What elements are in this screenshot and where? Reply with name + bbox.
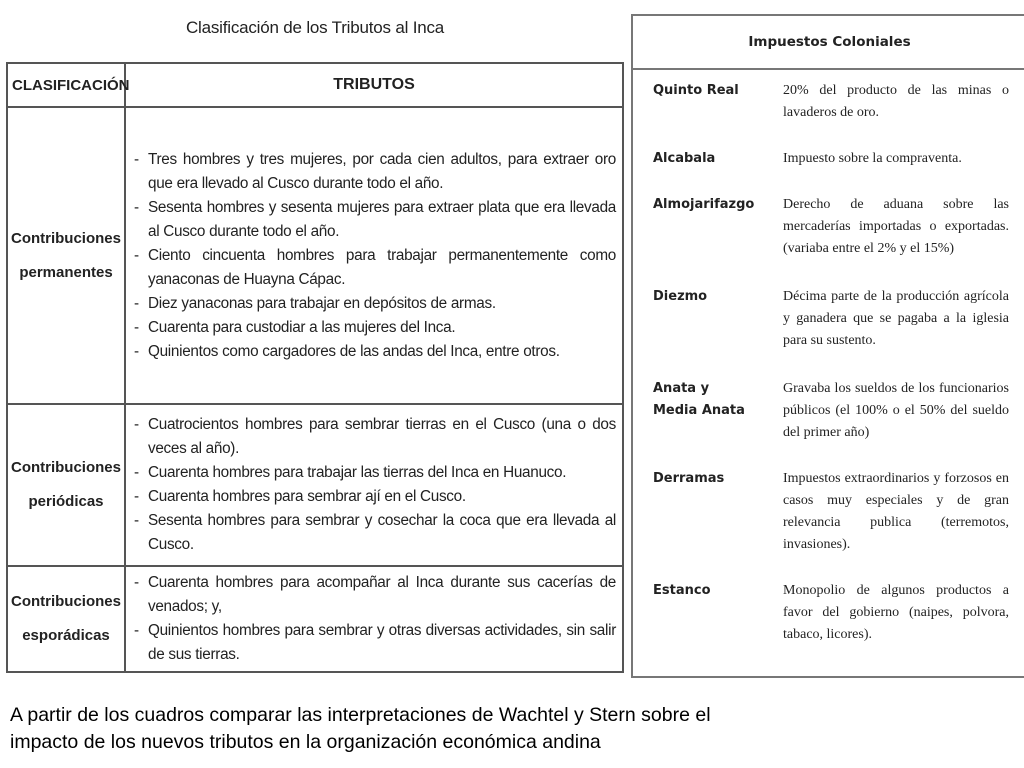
tax-description: Impuestos extraordinarios y forzosos en casos muy especiales y de gran relevancia publica (terremotos, invasiones).	[783, 471, 1009, 552]
tributes-cell	[125, 107, 623, 404]
list-item: - Diez yanaconas para trabajar en depósitos de armas.	[132, 292, 616, 316]
tax-name: Quinto Real	[653, 83, 739, 98]
table-row-esporadicas	[7, 566, 623, 672]
table-row-periodicas	[7, 404, 623, 566]
inca-tributes-title: Clasificación de los Tributos al Inca	[185, 18, 445, 37]
header-classification: CLASIFICACIÓN	[7, 63, 125, 107]
tax-name: Alcabala	[653, 151, 716, 166]
tributes-list	[126, 144, 622, 368]
inca-tributes-table	[6, 62, 624, 673]
list-item: - Quinientos hombres para sembrar y otras diversas actividades, sin salir de sus tierras.	[132, 619, 616, 667]
category-permanentes	[7, 107, 125, 404]
tax-description: Impuesto sobre la compraventa.	[783, 151, 962, 166]
tax-name: Almojarifazgo	[653, 197, 755, 212]
tax-description: 20% del producto de las minas o lavaderos de oro.	[783, 83, 1009, 120]
list-item: - Tres hombres y tres mujeres, por cada cien adultos, para extraer oro que era llevado al Cusco durante todo el año.	[132, 148, 616, 196]
list-item: - Quinientos como cargadores de las andas del Inca, entre otros.	[132, 340, 616, 364]
category-line: permanentes	[19, 263, 113, 281]
tax-name-line: Media Anata	[653, 403, 745, 418]
table-row-permanentes	[7, 107, 623, 404]
caption-line: impacto de los nuevos tributos en la organización económica andina	[10, 731, 601, 753]
caption-line: A partir de los cuadros comparar las interpretaciones de Wachtel y Stern sobre el	[10, 704, 711, 726]
tax-description: Gravaba los sueldos de los funcionarios públicos (el 100% o el 50% del sueldo del primer año)	[783, 381, 1009, 440]
category-line: Contribuciones	[10, 593, 121, 610]
category-line: esporádicas	[22, 627, 110, 644]
list-item: - Cuarenta hombres para sembrar ají en el Cusco.	[132, 485, 616, 509]
tax-name: Diezmo	[653, 289, 708, 304]
tributes-list	[126, 409, 622, 561]
list-item: - Ciento cincuenta hombres para trabajar permanentemente como yanaconas de Huayna Cápac.	[132, 244, 616, 292]
list-item: - Cuarenta hombres para trabajar las tierras del Inca en Huanuco.	[132, 461, 616, 485]
colonial-taxes-title: Impuestos Coloniales	[633, 16, 1024, 70]
tributes-list	[126, 567, 622, 671]
category-line: Contribuciones	[10, 229, 121, 247]
list-item: - Cuatrocientos hombres para sembrar tierras en el Cusco (una o dos veces al año).	[132, 413, 616, 461]
inca-tributes-section	[6, 0, 624, 672]
list-item: - Sesenta hombres y sesenta mujeres para extraer plata que era llevada al Cusco durante todo el año.	[132, 196, 616, 244]
colonial-taxes-table	[631, 14, 1024, 678]
tributes-cell	[125, 566, 623, 672]
table-header-row	[7, 63, 623, 107]
tax-name	[653, 378, 773, 422]
tax-description: Décima parte de la producción agrícola y ganadera que se pagaba a la iglesia para su sustento.	[783, 289, 1009, 348]
category-esporadicas	[7, 566, 125, 672]
category-line: Contribuciones	[10, 459, 121, 476]
list-item: - Cuarenta para custodiar a las mujeres del Inca.	[132, 316, 616, 340]
category-line: periódicas	[28, 493, 104, 510]
caption	[10, 702, 1010, 756]
tax-name: Estanco	[653, 583, 711, 598]
tributes-cell	[125, 404, 623, 566]
tax-name-line: Anata y	[653, 381, 710, 396]
list-item: - Cuarenta hombres para acompañar al Inca durante sus cacerías de venados; y,	[132, 571, 616, 619]
tax-description: Derecho de aduana sobre las mercaderías importadas o exportadas. (variaba entre el 2% y el 15%)	[783, 197, 1009, 256]
list-item: - Sesenta hombres para sembrar y cosechar la coca que era llevada al Cusco.	[132, 509, 616, 557]
tax-description: Monopolio de algunos productos a favor del gobierno (naipes, polvora, tabaco, licores).	[783, 583, 1009, 642]
tax-name: Derramas	[653, 471, 725, 486]
category-periodicas	[7, 404, 125, 566]
header-tributes: TRIBUTOS	[125, 63, 623, 107]
